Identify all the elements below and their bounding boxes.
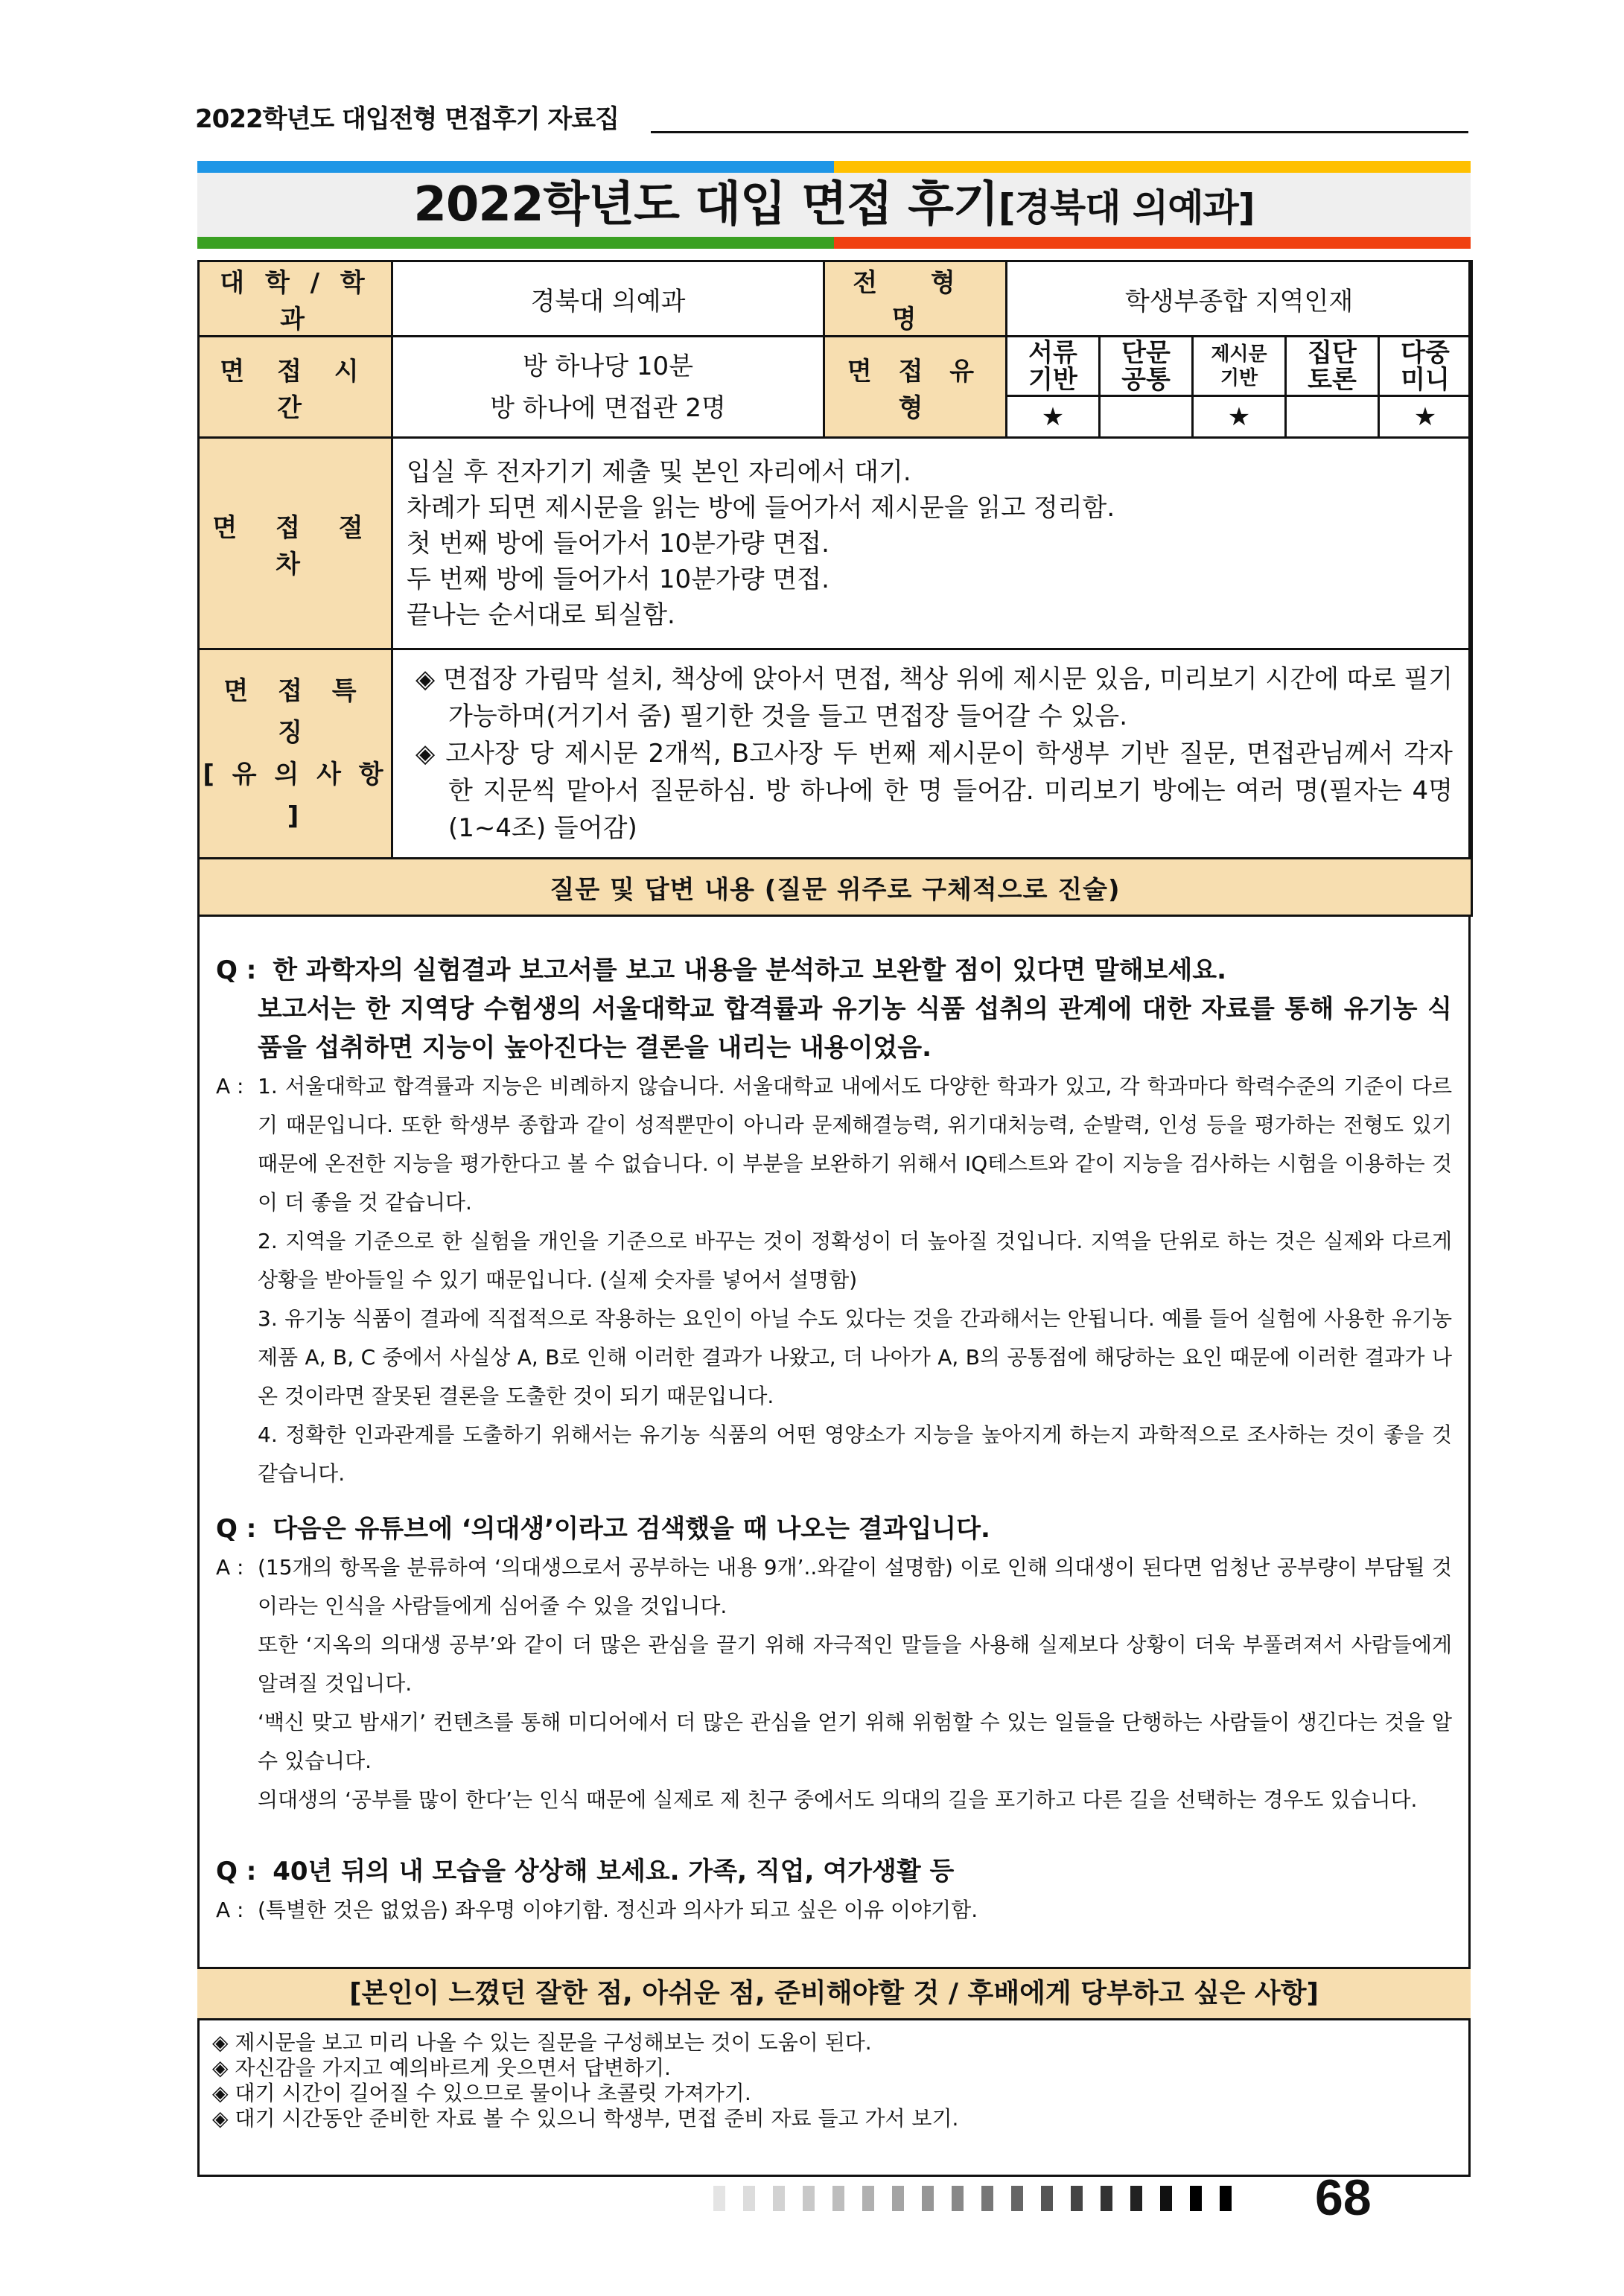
- footer-bar: [1220, 2186, 1232, 2211]
- footer-bar: [743, 2186, 755, 2211]
- running-header: [195, 95, 1468, 134]
- admission-type-label: 전 형 명: [824, 261, 1007, 337]
- answer-line: 또한 ‘지옥의 의대생 공부’와 같이 더 많은 관심을 끌기 위해 자극적인 말들을 사용해 실제보다 상황이 더욱 부풀려져서 사람들에게 알려질 것입니다.: [258, 1632, 1452, 1696]
- footer-bar: [832, 2186, 844, 2211]
- tips-list: [212, 2030, 958, 2131]
- footer-bar: [1011, 2186, 1023, 2211]
- procedure-line: 첫 번째 방에 들어가서 10분가량 면접.: [407, 528, 829, 559]
- procedure-line: 입실 후 전자기기 제출 및 본인 자리에서 대기.: [407, 457, 911, 487]
- question: [216, 951, 1452, 1067]
- format-mmi: [1379, 337, 1472, 396]
- format-mark-empty: [1100, 396, 1193, 438]
- answer: [216, 1548, 1452, 1819]
- footer-bar: [773, 2186, 785, 2211]
- footer-bar: [713, 2186, 725, 2211]
- star-icon: ★: [1379, 396, 1472, 438]
- univ-value: 경북대 의예과: [392, 261, 824, 337]
- procedure-label: 면 접 절 차: [199, 438, 392, 649]
- format-passage-bottom: 기반: [1220, 366, 1258, 389]
- question-prefix: Q :: [216, 1857, 257, 1886]
- format-passage-top: 제시문: [1211, 343, 1267, 366]
- format-passage: [1193, 337, 1286, 396]
- footer-bar: [981, 2186, 993, 2211]
- features-text: [392, 649, 1472, 859]
- format-short-common: [1100, 337, 1193, 396]
- qa-block: [216, 1852, 1452, 1930]
- answer-line: 3. 유기농 식품이 결과에 직접적으로 작용하는 요인이 아닐 수도 있다는 것을 간과해서는 안됩니다. 예를 들어 실험에 사용한 유기농 제품 A, B, C 중에서 사실상 A, B로 인해 이러한 결과가 나왔고, 더 나아가 A, B의 공통점에 해당하는 요인 때문에 이러한 결과가 나온 것이라면 잘못된 결론을 도출한 것이 되기 때문입니다.: [258, 1306, 1452, 1408]
- footer-bar: [892, 2186, 904, 2211]
- tip-item: ◈ 대기 시간동안 준비한 자료 볼 수 있으니 학생부, 면접 준비 자료 들고 가서 보기.: [212, 2106, 959, 2131]
- footer-bar: [1041, 2186, 1053, 2211]
- time-line-1: 방 하나당 10분: [522, 351, 694, 381]
- question-text: 40년 뒤의 내 모습을 상상해 보세요. 가족, 직업, 여가생활 등: [273, 1857, 955, 1886]
- question-text: 다음은 유튜브에 ‘의대생’이라고 검색했을 때 나오는 결과입니다.: [273, 1514, 990, 1544]
- footer-bar: [1160, 2186, 1172, 2211]
- format-document-bottom: 기반: [1028, 364, 1077, 395]
- answer-line: [216, 1548, 1452, 1626]
- format-document: [1007, 337, 1100, 396]
- answer-line: [216, 1067, 1452, 1222]
- question: [216, 1510, 1452, 1548]
- answer-prefix: A :: [216, 1898, 244, 1922]
- title-bar-red: [834, 237, 1471, 249]
- format-short-bottom: 공통: [1121, 364, 1171, 395]
- univ-label: 대 학 / 학 과: [199, 261, 392, 337]
- question-prefix: Q :: [216, 955, 257, 985]
- tip-item: ◈ 자신감을 가지고 예의바르게 웃으면서 답변하기.: [212, 2055, 671, 2080]
- answer: [216, 1891, 1452, 1930]
- answer-prefix: A :: [216, 1555, 244, 1580]
- time-line-2: 방 하나에 면접관 2명: [490, 392, 726, 423]
- qa-block: [216, 951, 1452, 1493]
- question-prefix: Q :: [216, 1514, 257, 1544]
- running-header-title: 2022학년도 대입전형 면접후기 자료집: [195, 104, 619, 134]
- format-group-bottom: 토론: [1308, 364, 1357, 395]
- feature-bullet: ◈ 면접장 가림막 설치, 책상에 앉아서 면접, 책상 위에 제시문 있음, 미리보기 시간에 따로 필기 가능하며(거기서 줌) 필기한 것을 들고 면접장 들어갈 수 있음.: [415, 664, 1453, 731]
- answer-text: (15개의 항목을 분류하여 ‘의대생으로서 공부하는 내용 9개’..와같이 설명함) 이로 인해 의대생이 된다면 엄청난 공부량이 부담될 것이라는 인식을 사람들에게 심어줄 수 있을 것입니다.: [258, 1555, 1452, 1618]
- answer-prefix: A :: [216, 1074, 244, 1098]
- footer-bar: [922, 2186, 934, 2211]
- format-mmi-top: 다중: [1401, 337, 1450, 368]
- answer-line: ‘백신 맞고 밤새기’ 컨텐츠를 통해 미디어에서 더 많은 관심을 얻기 위해 위험할 수 있는 일들을 단행하는 사람들이 생긴다는 것을 알 수 있습니다.: [258, 1710, 1452, 1773]
- footer-bar: [1071, 2186, 1083, 2211]
- page-number: 68: [1315, 2169, 1372, 2226]
- time-value: [392, 337, 824, 438]
- format-document-top: 서류: [1028, 337, 1077, 368]
- footer-bar: [952, 2186, 964, 2211]
- format-group-debate: [1286, 337, 1379, 396]
- tip-item: ◈ 제시문을 보고 미리 나올 수 있는 질문을 구성해보는 것이 도움이 된다.: [212, 2030, 872, 2055]
- qa-block: [216, 1510, 1452, 1819]
- answer-line: 2. 지역을 기준으로 한 실험을 개인을 기준으로 바꾸는 것이 정확성이 더 높아질 것입니다. 지역을 단위로 하는 것은 실제와 다르게 상황을 받아들일 수 있기 때문입니다. (실제 숫자를 넣어서 설명함): [258, 1229, 1452, 1292]
- footer-bar: [1130, 2186, 1142, 2211]
- title-bar-yellow: [834, 161, 1471, 173]
- format-group-top: 집단: [1308, 337, 1357, 368]
- procedure-line: 차례가 되면 제시문을 읽는 방에 들어가서 제시문을 읽고 정리함.: [407, 492, 1115, 523]
- star-icon: ★: [1193, 396, 1286, 438]
- title-bar-green: [197, 237, 834, 249]
- answer-text: 1. 서울대학교 합격률과 지능은 비례하지 않습니다. 서울대학교 내에서도 다양한 학과가 있고, 각 학과마다 학력수준의 기준이 다르기 때문입니다. 또한 학생부 종합과 같이 성적뿐만이 아니라 문제해결능력, 위기대처능력, 순발력, 인성 등을 평가하는 전형도 있기 때문에 온전한 지능을 평가한다고 볼 수 없습니다. 이 부분을 보완하기 위해서 IQ테스트와 같이 지능을 검사하는 시험을 이용하는 것이 더 좋을 것 같습니다.: [258, 1074, 1452, 1215]
- format-mmi-bottom: 미니: [1401, 364, 1450, 395]
- qa-section-header: 질문 및 답변 내용 (질문 위주로 구체적으로 진술): [199, 859, 1472, 916]
- answer-line: 의대생의 ‘공부를 많이 한다’는 인식 때문에 실제로 제 친구 중에서도 의대의 길을 포기하고 다른 길을 선택하는 경우도 있습니다.: [258, 1787, 1418, 1812]
- format-label: 면 접 유 형: [824, 337, 1007, 438]
- page-title: [197, 173, 1471, 237]
- tips-header-text: [본인이 느꼈던 잘한 점, 아쉬운 점, 준비해야할 것 / 후배에게 당부하고 싶은 사항]: [349, 1978, 1319, 2009]
- answer-line: [216, 1891, 1452, 1930]
- title-main: 2022학년도 대입 면접 후기: [413, 177, 999, 232]
- admission-type-value: 학생부종합 지역인재: [1007, 261, 1472, 337]
- format-mark-empty: [1286, 396, 1379, 438]
- answer-line: 4. 정확한 인과관계를 도출하기 위해서는 유기농 식품의 어떤 영양소가 지능을 높아지게 하는지 과학적으로 조사하는 것이 좋을 것 같습니다.: [258, 1422, 1452, 1486]
- title-sub: [경북대 의예과]: [998, 186, 1255, 229]
- answer-text: (특별한 것은 없었음) 좌우명 이야기함. 정신과 의사가 되고 싶은 이유 이야기함.: [258, 1898, 978, 1922]
- footer-bar: [1101, 2186, 1112, 2211]
- features-label-1: 면 접 특 징: [223, 676, 367, 748]
- procedure-line: 두 번째 방에 들어가서 10분가량 면접.: [407, 564, 829, 594]
- footer-bar: [862, 2186, 874, 2211]
- info-table: [197, 260, 1473, 917]
- question: [216, 1852, 1452, 1891]
- question-detail: 보고서는 한 지역당 수험생의 서울대학교 합격률과 유기농 식품 섭취의 관계에 대한 자료를 통해 유기농 식품을 섭취하면 지능이 높아진다는 결론을 내리는 내용이었음.: [258, 994, 1452, 1063]
- answer: [216, 1067, 1452, 1493]
- footer-bar: [1190, 2186, 1202, 2211]
- features-label: [199, 649, 392, 859]
- star-icon: ★: [1007, 396, 1100, 438]
- tip-item: ◈ 대기 시간이 길어질 수 있으므로 물이나 초콜릿 가져가기.: [212, 2081, 751, 2105]
- header-rule: [651, 131, 1468, 133]
- procedure-line: 끝나는 순서대로 퇴실함.: [407, 600, 675, 630]
- feature-bullet: ◈ 고사장 당 제시문 2개씩, B고사장 두 번째 제시문이 학생부 기반 질문, 면접관님께서 각자 한 지문씩 맡아서 질문하심. 방 하나에 한 명 들어감. 미리보기 방에는 여러 명(필자는 4명(1~4조) 들어감): [415, 739, 1453, 843]
- question-text: 한 과학자의 실험결과 보고서를 보고 내용을 분석하고 보완할 점이 있다면 말해보세요.: [273, 955, 1227, 985]
- tips-section-header: [197, 1967, 1471, 2020]
- format-short-top: 단문: [1121, 337, 1171, 368]
- time-label: 면 접 시 간: [199, 337, 392, 438]
- footer-bar: [803, 2186, 815, 2211]
- title-bar-blue: [197, 161, 834, 173]
- procedure-text: [392, 438, 1472, 649]
- features-label-2: [ 유 의 사 항 ]: [203, 760, 388, 831]
